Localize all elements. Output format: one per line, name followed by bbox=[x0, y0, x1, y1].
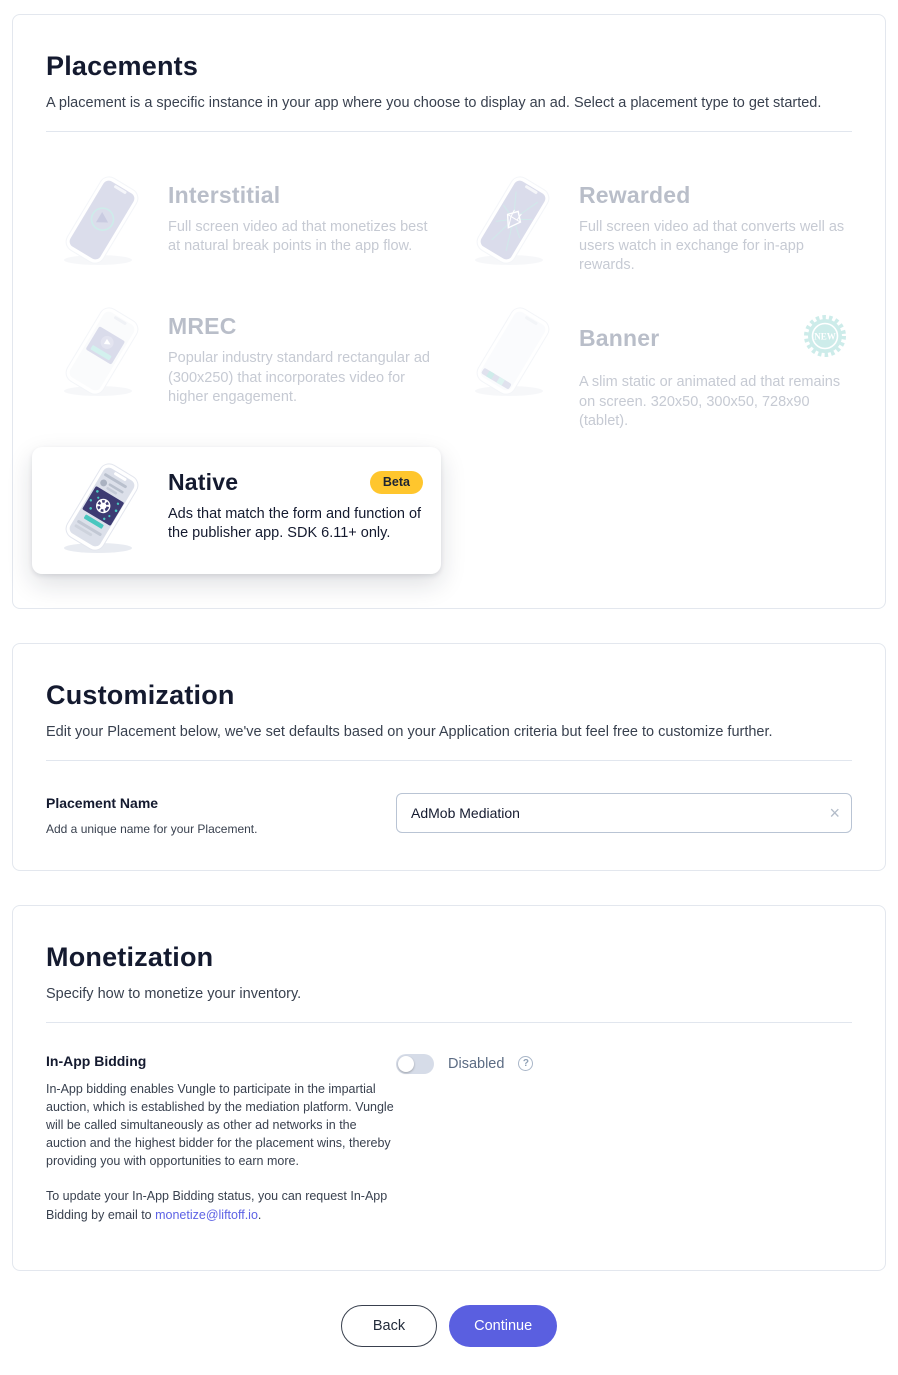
continue-button[interactable]: Continue bbox=[449, 1305, 557, 1347]
customization-title: Customization bbox=[46, 679, 235, 710]
placements-description: A placement is a specific instance in your app where you choose to display an ad. Select a placement type to get started. bbox=[46, 95, 822, 111]
in-app-bidding-label: In-App Bidding bbox=[46, 1052, 147, 1069]
placements-title: Placements bbox=[46, 51, 199, 81]
in-app-bidding-row bbox=[46, 1053, 852, 1236]
rewarded-phone-icon bbox=[457, 172, 579, 273]
placement-option-banner[interactable] bbox=[457, 303, 852, 430]
monetize-email-link[interactable]: monetize@liftoff.io bbox=[155, 1207, 258, 1222]
placement-name-label: Placement Name bbox=[46, 794, 159, 811]
placement-name-help: Add a unique name for your Placement. bbox=[46, 821, 258, 836]
interstitial-phone-icon bbox=[46, 172, 168, 273]
native-description: Ads that match the form and function of the publisher app. SDK 6.11+ only. bbox=[168, 505, 422, 541]
customization-description: Edit your Placement below, we've set defaults based on your Application criteria but feel free to customize further. bbox=[46, 723, 773, 740]
toggle-knob bbox=[398, 1056, 414, 1072]
placement-option-interstitial[interactable] bbox=[46, 172, 441, 275]
new-badge bbox=[802, 313, 848, 364]
rewarded-title: Rewarded bbox=[579, 182, 691, 208]
in-app-bidding-request-text: To update your In-App Bidding status, you can request In-App Bidding by email to monetize@liftoff.io. bbox=[46, 1189, 388, 1222]
in-app-bidding-description: In-App bidding enables Vungle to participate in the impartial auction, which is established by the mediation platform. Vungle will be called simultaneously as other ad networks in the auction and the highest bidder for the placement wins, thereby providing you with opportunities to earn more. bbox=[46, 1081, 394, 1169]
new-badge-label: NEW bbox=[814, 331, 836, 342]
rewarded-description: Full screen video ad that converts well as users watch in exchange for in-app rewards. bbox=[579, 219, 845, 274]
in-app-bidding-toggle[interactable] bbox=[396, 1054, 434, 1074]
footer-actions bbox=[12, 1305, 886, 1347]
placement-name-input[interactable] bbox=[396, 793, 852, 833]
placement-options-grid bbox=[46, 172, 852, 574]
placement-name-row bbox=[46, 793, 852, 836]
divider bbox=[46, 131, 852, 132]
monetization-title: Monetization bbox=[46, 941, 214, 972]
clear-input-icon[interactable]: × bbox=[829, 802, 840, 823]
divider bbox=[46, 1022, 852, 1023]
mrec-description: Popular industry standard rectangular ad (300x250) that incorporates video for higher engagement. bbox=[168, 350, 430, 405]
mrec-phone-icon bbox=[46, 303, 168, 404]
native-title: Native bbox=[168, 468, 239, 495]
placement-option-native[interactable] bbox=[32, 447, 441, 574]
native-phone-icon bbox=[46, 459, 168, 560]
help-icon[interactable]: ? bbox=[518, 1056, 533, 1071]
banner-description: A slim static or animated ad that remains on screen. 320x50, 300x50, 728x90 (tablet). bbox=[579, 374, 841, 429]
beta-badge: Beta bbox=[370, 471, 423, 494]
banner-phone-icon bbox=[457, 303, 579, 404]
monetization-card bbox=[12, 905, 886, 1271]
interstitial-description: Full screen video ad that monetizes best at natural break points in the app flow. bbox=[168, 219, 428, 255]
grid-spacer bbox=[457, 459, 852, 574]
interstitial-title: Interstitial bbox=[168, 182, 281, 208]
monetization-description: Specify how to monetize your inventory. bbox=[46, 985, 302, 1002]
banner-title: Banner bbox=[579, 325, 660, 352]
back-button[interactable]: Back bbox=[341, 1305, 437, 1347]
placement-option-rewarded[interactable] bbox=[457, 172, 852, 275]
mrec-title: MREC bbox=[168, 313, 237, 340]
customization-card bbox=[12, 643, 886, 871]
in-app-bidding-status: Disabled bbox=[448, 1055, 505, 1072]
placements-card bbox=[12, 14, 886, 609]
divider bbox=[46, 760, 852, 761]
placement-option-mrec[interactable] bbox=[46, 303, 441, 430]
